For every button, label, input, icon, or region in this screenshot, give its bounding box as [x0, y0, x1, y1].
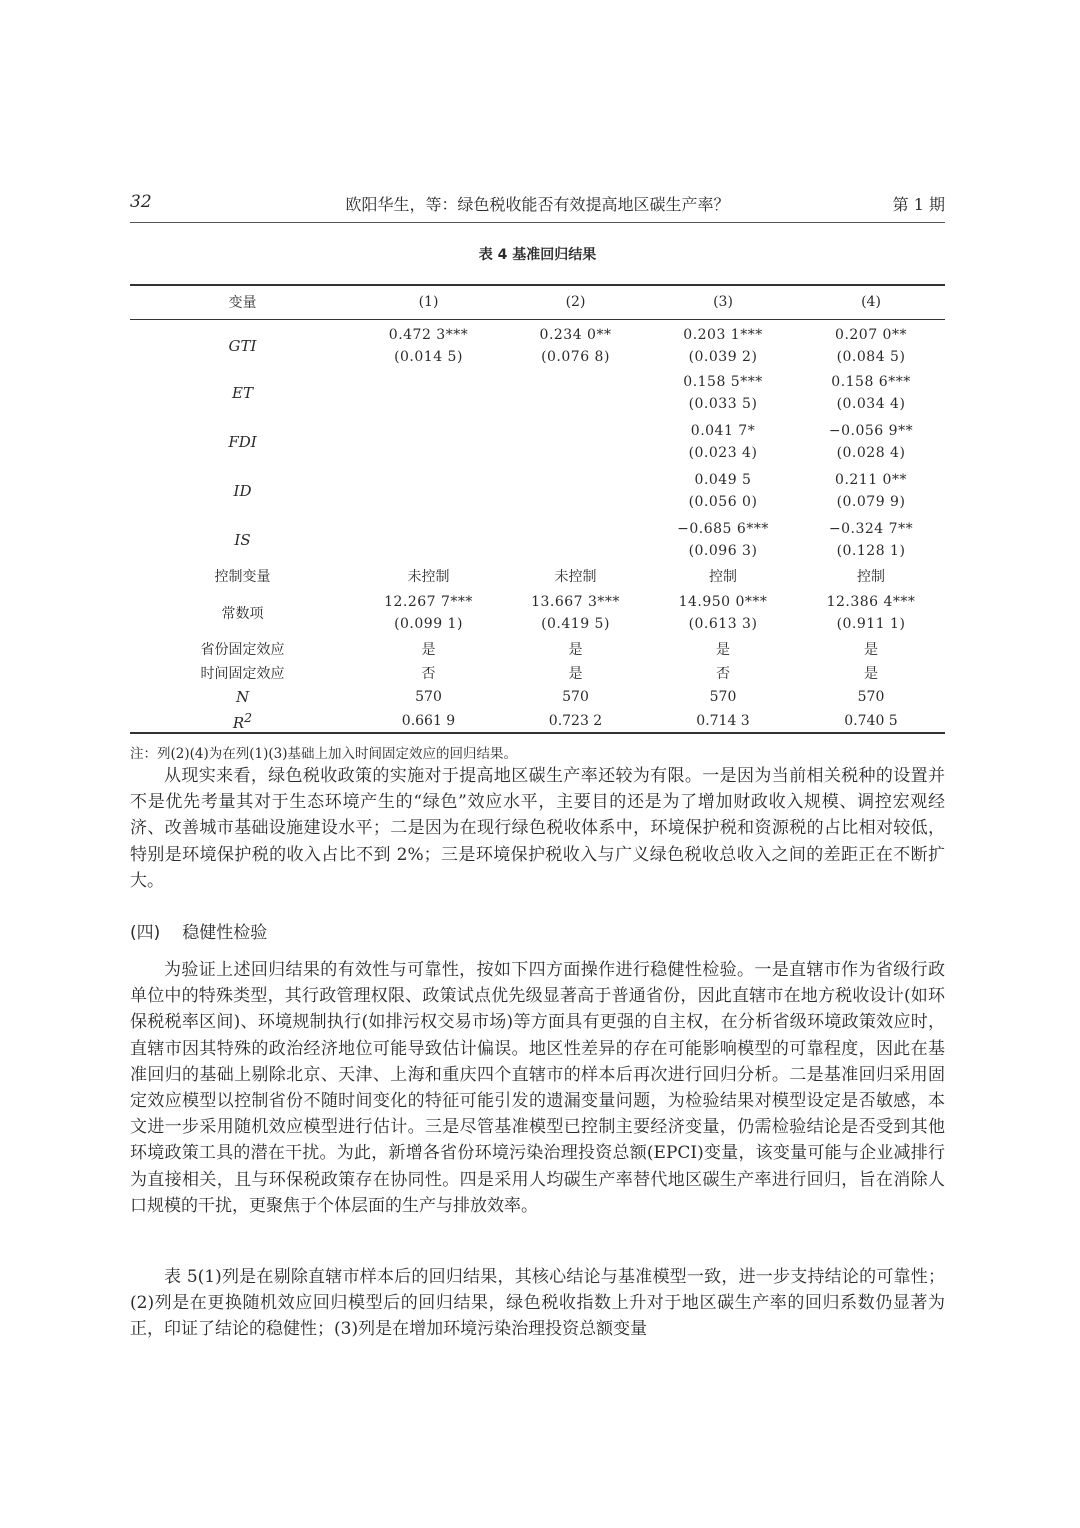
table-row [130, 661, 945, 685]
standard-error: (0.099 1) [394, 615, 463, 632]
table-row [130, 515, 945, 564]
column-header: 变量 [228, 295, 257, 312]
section-heading [130, 918, 267, 943]
table-cell [649, 515, 797, 564]
row-label: 时间固定效应 [200, 666, 285, 682]
standard-error: (0.039 2) [688, 348, 758, 365]
standard-error: (0.079 9) [836, 493, 906, 510]
column-header: (3) [713, 294, 733, 311]
variable-name: GTI [228, 336, 257, 355]
table-cell [502, 466, 649, 515]
table-cell [355, 466, 502, 515]
table-cell: 是 [421, 642, 436, 658]
table-cell: 未控制 [554, 569, 597, 585]
table-cell [502, 319, 649, 368]
table-caption: 表 4 基准回归结果 [478, 247, 597, 263]
table-cell [355, 319, 502, 368]
table-row [130, 319, 945, 368]
standard-error: (0.033 5) [688, 395, 758, 412]
table-row [130, 466, 945, 515]
table-cell: 570 [709, 689, 737, 705]
table-row [130, 417, 945, 466]
table-cell: 0.661 9 [401, 712, 456, 729]
body-paragraph: 从现实来看，绿色税收政策的实施对于提高地区碳生产率还较为有限。一是因为当前相关税种的设置并不是优先考量其对于生态环境产生的“绿色”效应水平，主要目的还是为了增加财政收入规模、调控宏观经济、改善城市基础设施建设水平；二是因为在现行绿色税收体系中，环境保护税和资源税的占比相对较低，特别是环境保护税的收入占比不到 2%；三是环境保护税收入与广义绿色税收总收入之间的差距正在不断扩大。 [130, 766, 945, 891]
body-paragraph: 表 5(1)列是在剔除直辖市样本后的回归结果，其核心结论与基准模型一致，进一步支持结论的可靠性；(2)列是在更换随机效应回归模型后的回归结果，绿色税收指数上升对于地区碳生产率的回归系数仍显著为正，印证了结论的稳健性；(3)列是在增加环境污染治理投资总额变量 [130, 1267, 945, 1340]
table-cell: 未控制 [407, 569, 450, 585]
standard-error: (0.056 0) [688, 493, 758, 510]
table-row [130, 709, 945, 733]
coefficient: 13.667 3*** [531, 593, 620, 610]
table-cell [797, 588, 945, 637]
coefficient: 12.386 4*** [826, 593, 916, 610]
table-cell [355, 417, 502, 466]
page-header [130, 192, 945, 222]
standard-error: (0.076 8) [541, 348, 610, 365]
table-cell [355, 588, 502, 637]
table-cell [502, 368, 649, 417]
table-cell [355, 368, 502, 417]
table-row [130, 685, 945, 709]
table-cell [502, 417, 649, 466]
running-title: 欧阳华生，等：绿色税收能否有效提高地区碳生产率？ [345, 195, 730, 214]
standard-error: (0.023 4) [688, 444, 758, 461]
table-cell: 0.723 2 [548, 712, 603, 729]
header-rule [130, 222, 945, 223]
coefficient: 0.211 0** [835, 471, 907, 488]
row-label: N [235, 688, 250, 706]
variable-name: ET [232, 383, 253, 402]
page-number: 32 [130, 192, 152, 212]
coefficient: 0.203 1*** [683, 326, 763, 343]
table-cell [355, 515, 502, 564]
coefficient: 0.041 7* [690, 422, 756, 439]
table-cell: 570 [857, 689, 885, 705]
table-cell: 0.740 5 [844, 712, 898, 729]
standard-error: (0.911 1) [836, 615, 906, 632]
table-note: 注：列(2)(4)为在列(1)(3)基础上加入时间固定效应的回归结果。 [130, 746, 517, 762]
variable-name: ID [233, 481, 252, 500]
table-cell [649, 588, 797, 637]
table-cell: 是 [864, 666, 878, 682]
coefficient: 12.267 7*** [384, 593, 473, 610]
table-cell [649, 319, 797, 368]
table-cell [502, 588, 649, 637]
table-row [130, 368, 945, 417]
coefficient: −0.324 7** [828, 520, 914, 537]
table-cell [797, 515, 945, 564]
table-row [130, 637, 945, 661]
table-cell [797, 319, 945, 368]
coefficient: 0.049 5 [694, 471, 752, 488]
coefficient: 0.234 0** [539, 326, 612, 343]
standard-error: (0.014 5) [394, 348, 463, 365]
column-header: (2) [565, 294, 586, 311]
section-number: (四) [130, 923, 161, 943]
table-cell: 否 [421, 666, 436, 682]
table-cell: 是 [716, 642, 730, 658]
table-cell: 控制 [857, 569, 885, 585]
table-cell: 是 [568, 666, 583, 682]
coefficient: 0.207 0** [835, 326, 907, 343]
table-cell [649, 417, 797, 466]
row-label: 省份固定效应 [200, 642, 285, 658]
standard-error: (0.613 3) [688, 615, 758, 632]
variable-name: FDI [228, 432, 257, 451]
table-row [130, 564, 945, 588]
column-header: (1) [418, 294, 439, 311]
table-cell: 控制 [709, 569, 737, 585]
standard-error: (0.096 3) [688, 542, 758, 559]
table-cell: 否 [716, 666, 730, 682]
section-title: 稳健性检验 [182, 923, 268, 943]
variable-name: IS [234, 530, 251, 549]
row-label: 常数项 [221, 605, 264, 622]
table-cell: 570 [562, 689, 589, 705]
row-label [130, 709, 355, 733]
standard-error: (0.084 5) [836, 348, 906, 365]
table-cell [797, 417, 945, 466]
table-row [130, 588, 945, 637]
column-header: (4) [861, 294, 881, 311]
coefficient: 0.158 6*** [831, 373, 911, 390]
r2-superscript: 2 [244, 709, 253, 725]
coefficient: 14.950 0*** [678, 593, 768, 610]
standard-error: (0.128 1) [836, 542, 906, 559]
table-cell [649, 368, 797, 417]
standard-error: (0.028 4) [836, 444, 906, 461]
r2-label: R [232, 713, 245, 732]
standard-error: (0.034 4) [836, 395, 906, 412]
coefficient: −0.685 6*** [677, 520, 769, 537]
standard-error: (0.419 5) [541, 615, 610, 632]
issue-label: 第 1 期 [892, 195, 945, 214]
table-header-row [130, 285, 945, 319]
regression-table [130, 284, 945, 734]
body-paragraph: 为验证上述回归结果的有效性与可靠性，按如下四方面操作进行稳健性检验。一是直辖市作为省级行政单位中的特殊类型，其行政管理权限、政策试点优先级显著高于普通省份，因此直辖市在地方税收设计(如环保税税率区间)、环境规制执行(如排污权交易市场)等方面具有更强的自主权，在分析省级环境政策效应时，直辖市因其特殊的政治经济地位可能导致估计偏误。地区性差异的存在可能影响模型的可靠程度，因此在基准回归的基础上剔除北京、天津、上海和重庆四个直辖市的样本后再次进行回归分析。二是基准回归采用固定效应模型以控制省份不随时间变化的特征可能引发的遗漏变量问题，为检验结果对模型设定是否敏感，本文进一步采用随机效应模型进行估计。三是尽管基准模型已控制主要经济变量，仍需检验结论是否受到其他环境政策工具的潜在干扰。为此，新增各省份环境污染治理投资总额(EPCI)变量，该变量可能与企业减排行为直接相关，且与环保税政策存在协同性。四是采用人均碳生产率替代地区碳生产率进行回归，旨在消除人口规模的干扰，更聚焦于个体层面的生产与排放效率。 [130, 960, 945, 1216]
coefficient: 0.472 3*** [388, 326, 469, 343]
table-cell [502, 515, 649, 564]
table-cell [649, 466, 797, 515]
table-cell: 是 [568, 642, 583, 658]
table-cell: 0.714 3 [696, 712, 750, 729]
coefficient: −0.056 9** [828, 422, 914, 439]
table-cell: 570 [415, 689, 442, 705]
table-cell: 是 [864, 642, 878, 658]
table-cell [797, 368, 945, 417]
coefficient: 0.158 5*** [683, 373, 763, 390]
table-cell [797, 466, 945, 515]
row-label: 控制变量 [214, 569, 271, 585]
